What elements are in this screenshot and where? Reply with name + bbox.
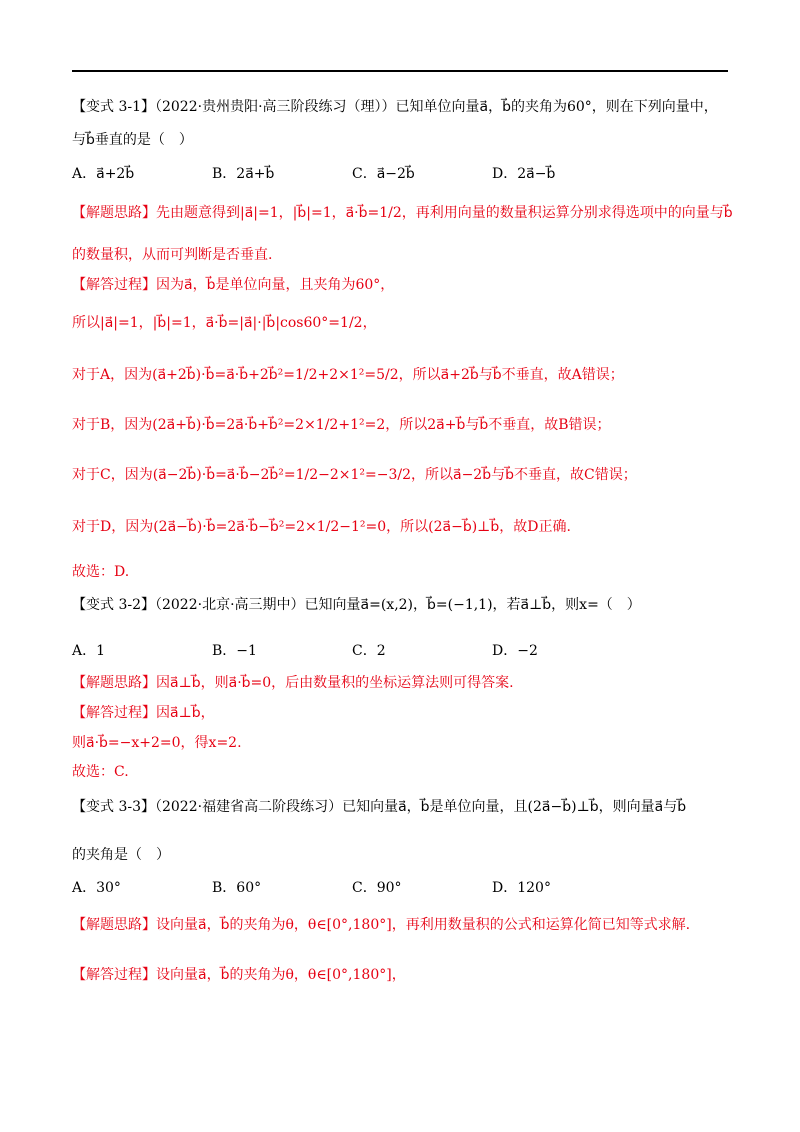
q1-step-d: 对于D，因为(2a⃗−b⃗)·b⃗=2a⃗·b⃗−b⃗²=2×1/2−1²=0，所以(2a⃗−b⃗)⊥b⃗，故D正确. xyxy=(72,519,571,535)
q1-option-c: C．a⃗−2b⃗ xyxy=(352,166,415,182)
q1-solution-idea: 【解题思路】先由题意得到|a⃗|=1，|b⃗|=1，a⃗·b⃗=1/2，再利用向量的数量积运算分别求得选项中的向量与b⃗ xyxy=(72,205,733,221)
q1-option-a: A．a⃗+2b⃗ xyxy=(72,166,135,182)
q1-option-b: B．2a⃗+b⃗ xyxy=(212,166,275,182)
q2-option-b: B．−1 xyxy=(212,643,257,659)
q3-header-cont: 的夹角是（ ） xyxy=(72,847,170,863)
q1-step-b: 对于B，因为(2a⃗+b⃗)·b⃗=2a⃗·b⃗+b⃗²=2×1/2+1²=2，所以2a⃗+b⃗与b⃗不垂直，故B错误； xyxy=(72,417,611,433)
q2-option-a: A．1 xyxy=(72,643,106,659)
top-rule xyxy=(72,70,728,72)
q3-header: 【变式 3-3】（2022·福建省高二阶段练习）已知向量a⃗，b⃗是单位向量，且(2a⃗−b⃗)⊥b⃗，则向量a⃗与b⃗ xyxy=(72,799,687,815)
q1-step-c: 对于C，因为(a⃗−2b⃗)·b⃗=a⃗·b⃗−2b⃗²=1/2−2×1²=−3/2，所以a⃗−2b⃗与b⃗不垂直，故C错误； xyxy=(72,467,637,483)
q1-solution-idea-cont: 的数量积，从而可判断是否垂直. xyxy=(72,247,273,263)
q1-solution-process: 【解答过程】因为a⃗，b⃗是单位向量，且夹角为60°， xyxy=(72,277,395,293)
q2-option-d: D．−2 xyxy=(492,643,538,659)
q3-option-c: C．90° xyxy=(352,880,402,896)
q2-option-c: C．2 xyxy=(352,643,386,659)
q2-solution-idea: 【解题思路】因a⃗⊥b⃗，则a⃗·b⃗=0，后由数量积的坐标运算法则可得答案. xyxy=(72,675,514,691)
q2-solution-process: 【解答过程】因a⃗⊥b⃗， xyxy=(72,705,215,721)
q3-option-b: B．60° xyxy=(212,880,262,896)
q3-solution-process: 【解答过程】设向量a⃗，b⃗的夹角为θ，θ∈[0°,180°]， xyxy=(72,967,406,983)
q3-option-d: D．120° xyxy=(492,880,551,896)
q2-step-1: 则a⃗·b⃗=−x+2=0，得x=2. xyxy=(72,735,242,751)
q3-option-a: A．30° xyxy=(72,880,121,896)
q1-step-1: 所以|a⃗|=1，|b⃗|=1，a⃗·b⃗=|a⃗|·|b⃗|cos60°=1/2， xyxy=(72,315,377,331)
q1-answer: 故选：D. xyxy=(72,564,130,580)
q3-solution-idea: 【解题思路】设向量a⃗，b⃗的夹角为θ，θ∈[0°,180°]，再利用数量积的公式和运算化简已知等式求解. xyxy=(72,917,691,933)
q1-option-d: D．2a⃗−b⃗ xyxy=(492,166,556,182)
q2-header: 【变式 3-2】（2022·北京·高三期中）已知向量a⃗=(x,2)，b⃗=(−1,1)，若a⃗⊥b⃗，则x=（ ） xyxy=(72,597,641,613)
q2-answer: 故选：C. xyxy=(72,764,129,780)
q1-step-a: 对于A，因为(a⃗+2b⃗)·b⃗=a⃗·b⃗+2b⃗²=1/2+2×1²=5/2，所以a⃗+2b⃗与b⃗不垂直，故A错误； xyxy=(72,367,624,383)
q1-header: 【变式 3-1】（2022·贵州贵阳·高三阶段练习（理））已知单位向量a⃗，b⃗的夹角为60°，则在下列向量中， xyxy=(72,99,718,115)
q1-header-cont: 与b⃗垂直的是（ ） xyxy=(72,132,193,148)
